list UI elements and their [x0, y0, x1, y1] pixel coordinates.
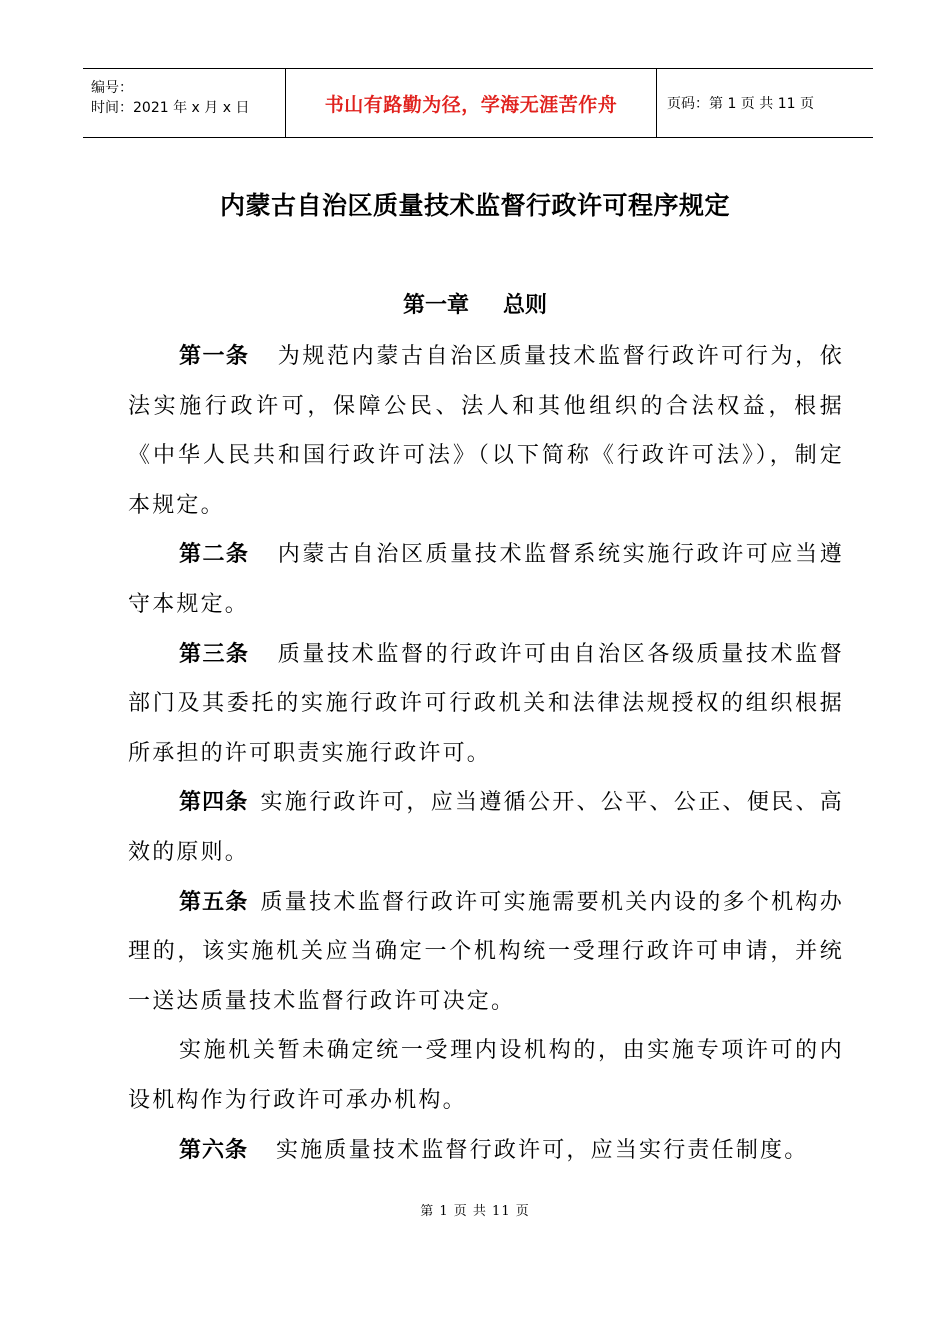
article-lead: 第一条 [179, 344, 250, 369]
document-body [128, 332, 844, 1175]
article-3 [128, 630, 844, 779]
article-text: 质量技术监督的行政许可由自治区各级质量技术监督部门及其委托的实施行政许可行政机关和法律法规授权的组织根据所承担的许可职责实施行政许可。 [128, 641, 844, 766]
article-lead: 第四条 [179, 790, 249, 816]
header-motto [285, 69, 657, 137]
article-6 [128, 1126, 844, 1176]
article-text: 实施行政许可，应当遵循公开、公平、公正、便民、高效的原则。 [128, 790, 844, 865]
article-text: 质量技术监督行政许可实施需要机关内设的多个机构办理的，该实施机关应当确定一个机构统一受理行政许可申请，并统一送达质量技术监督行政许可决定。 [128, 889, 844, 1014]
time-label: 时间：2021 年 x 月 x 日 [91, 100, 250, 116]
paragraph-text: 实施机关暂未确定统一受理内设机构的，由实施专项许可的内设机构作为行政许可承办机构。 [128, 1038, 844, 1113]
motto-text: 书山有路勤为径，学海无涯苦作舟 [324, 93, 618, 116]
header-meta [83, 69, 285, 137]
chapter-heading [0, 288, 950, 319]
article-lead: 第五条 [179, 889, 249, 915]
article-text: 为规范内蒙古自治区质量技术监督行政许可行为，依法实施行政许可，保障公民、法人和其他组织的合法权益，根据《中华人民共和国行政许可法》（以下简称《行政许可法》），制定本规定。 [128, 344, 844, 518]
article-text: 实施质量技术监督行政许可，应当实行责任制度。 [276, 1137, 809, 1163]
document-title: 内蒙古自治区质量技术监督行政许可程序规定 [219, 191, 730, 220]
article-lead: 第二条 [179, 542, 250, 568]
header-page-info [657, 69, 873, 137]
article-1 [128, 332, 844, 530]
number-label: 编号： [91, 80, 133, 96]
chapter-name: 总则 [503, 293, 548, 318]
article-lead: 第六条 [179, 1137, 249, 1163]
article-lead: 第三条 [179, 641, 250, 667]
article-2 [128, 530, 844, 629]
article-4 [128, 778, 844, 877]
paragraph-continuation [128, 1026, 844, 1125]
article-5 [128, 878, 844, 1027]
page-footer: 第 1 页 共 11 页 [420, 1204, 530, 1219]
article-text: 内蒙古自治区质量技术监督系统实施行政许可应当遵守本规定。 [128, 542, 844, 617]
chapter-number: 第一章 [402, 293, 469, 318]
document-header [83, 68, 873, 138]
page-label: 页码：第 1 页 共 11 页 [667, 96, 814, 112]
